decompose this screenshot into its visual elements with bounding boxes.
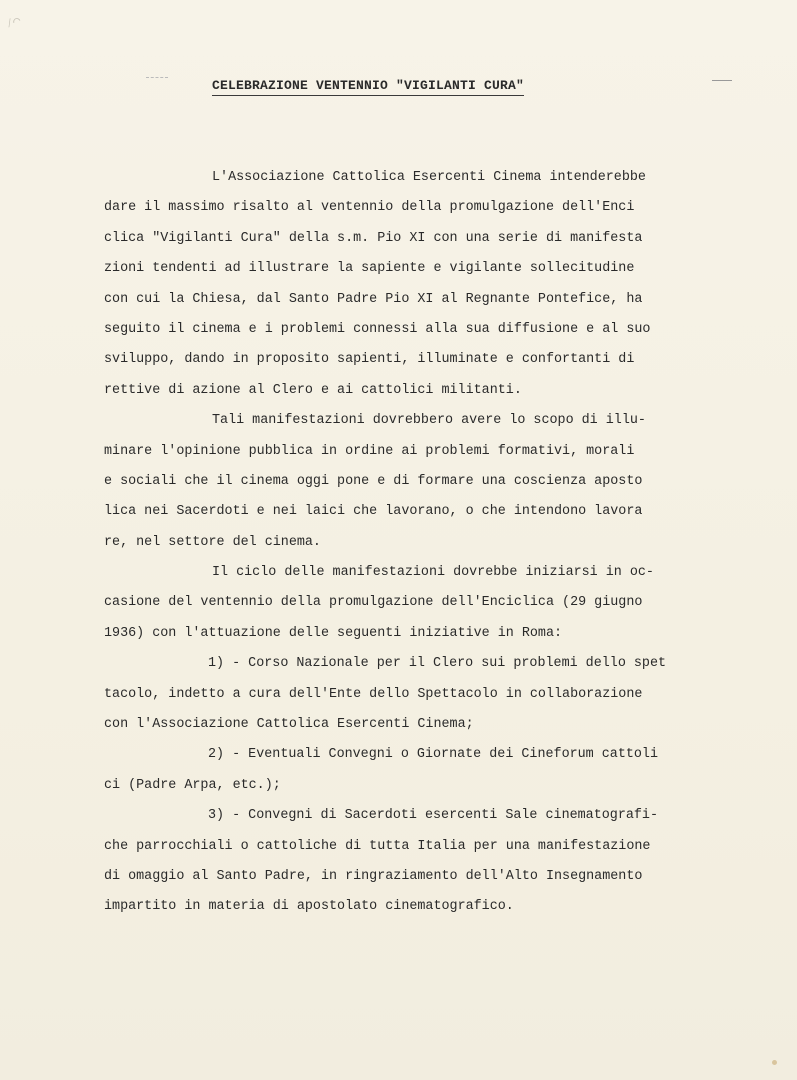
text-line: Tali manifestazioni dovrebbero avere lo scopo di illu- <box>212 413 646 429</box>
text-line: rettive di azione al Clero e ai cattolici militanti. <box>104 382 522 398</box>
text-line: clica "Vigilanti Cura" della s.m. Pio XI con una serie di manifesta <box>104 230 643 246</box>
page-spot-mark <box>772 1060 777 1065</box>
text-line: ci (Padre Arpa, etc.); <box>104 777 281 793</box>
text-line: tacolo, indetto a cura dell'Ente dello Spettacolo in collaborazione <box>104 686 643 702</box>
list-item-3-line: 3) - Convegni di Sacerdoti esercenti Sale cinematografi- <box>208 808 658 824</box>
text-line: lica nei Sacerdoti e nei laici che lavorano, o che intendono lavora <box>104 504 643 520</box>
text-line: Il ciclo delle manifestazioni dovrebbe iniziarsi in oc- <box>212 565 654 581</box>
text-line: sviluppo, dando in proposito sapienti, illuminate e confortanti di <box>104 352 635 368</box>
text-line: re, nel settore del cinema. <box>104 534 321 550</box>
text-line: 1936) con l'attuazione delle seguenti iniziative in Roma: <box>104 625 563 641</box>
right-margin-mark <box>712 80 732 82</box>
left-margin-mark <box>146 77 168 79</box>
text-line: di omaggio al Santo Padre, in ringraziamento dell'Alto Insegnamento <box>104 868 643 884</box>
document-title: CELEBRAZIONE VENTENNIO "VIGILANTI CURA" <box>212 78 524 96</box>
text-line: con l'Associazione Cattolica Esercenti Cinema; <box>104 717 474 733</box>
list-item-2-line: 2) - Eventuali Convegni o Giornate dei Cineforum cattoli <box>208 747 658 763</box>
text-line: impartito in materia di apostolato cinematografico. <box>104 899 514 915</box>
text-line: zioni tendenti ad illustrare la sapiente e vigilante sollecitudine <box>104 261 635 277</box>
text-line: casione del ventennio della promulgazione dell'Enciclica (29 giugno <box>104 595 643 611</box>
document-body <box>104 163 724 923</box>
corner-scribble-mark: ⁄⌒ <box>4 13 23 32</box>
text-line: dare il massimo risalto al ventennio della promulgazione dell'Enci <box>104 200 635 216</box>
text-line: con cui la Chiesa, dal Santo Padre Pio XI al Regnante Pontefice, ha <box>104 291 643 307</box>
text-line: minare l'opinione pubblica in ordine ai problemi formativi, morali <box>104 443 635 459</box>
text-line: e sociali che il cinema oggi pone e di formare una coscienza aposto <box>104 473 643 489</box>
text-line: che parrocchiali o cattoliche di tutta Italia per una manifestazione <box>104 838 651 854</box>
title-container <box>212 76 582 96</box>
text-line: L'Associazione Cattolica Esercenti Cinema intenderebbe <box>212 170 646 185</box>
text-line: seguito il cinema e i problemi connessi alla sua diffusione e al suo <box>104 321 651 337</box>
list-item-1-line: 1) - Corso Nazionale per il Clero sui problemi dello spet <box>208 656 667 672</box>
